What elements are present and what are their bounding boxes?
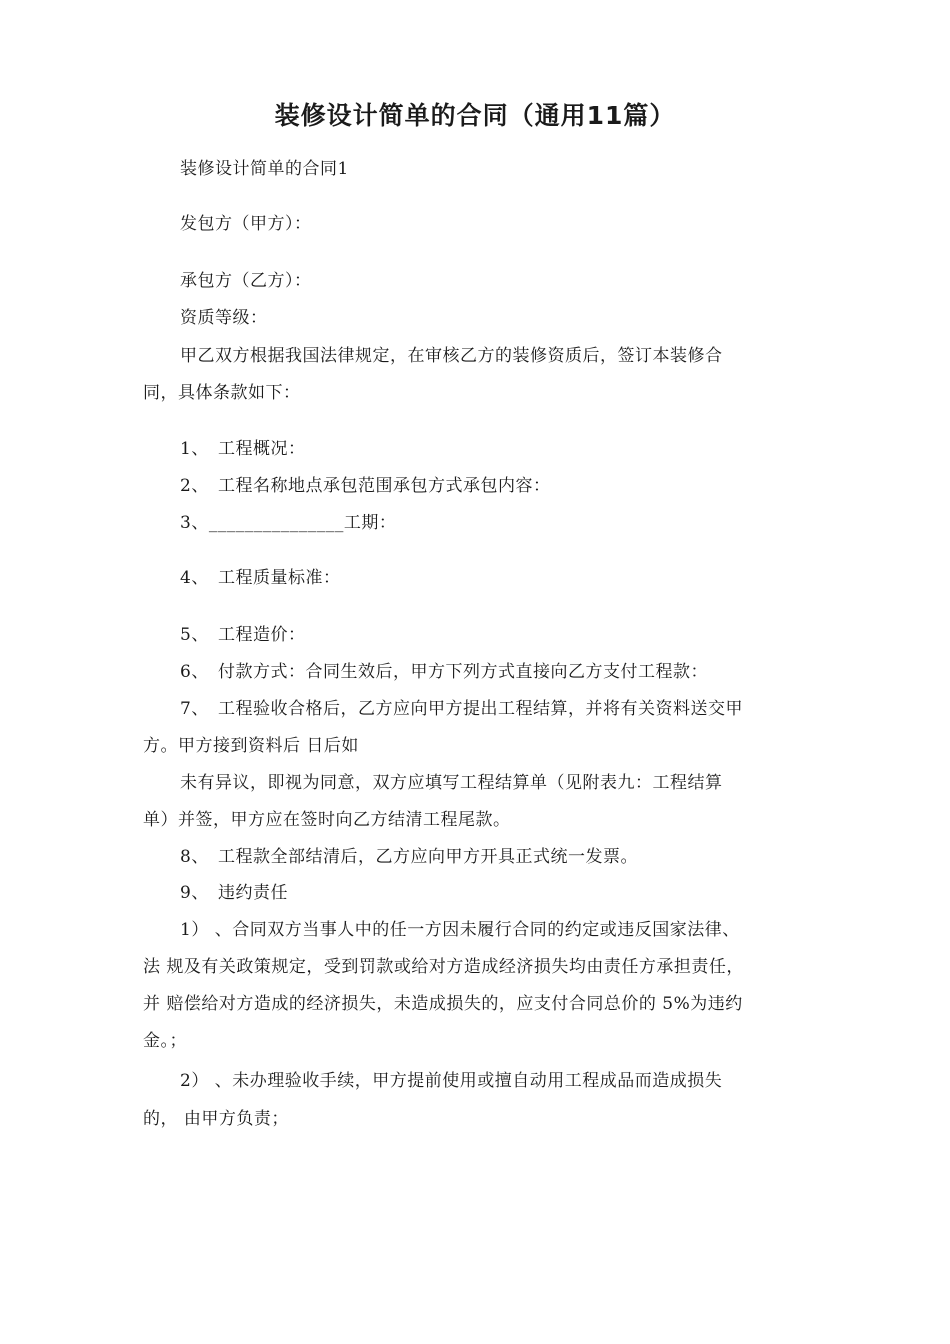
item-text: 工程质量标准： — [218, 568, 341, 588]
item-number: 6、 — [180, 662, 209, 682]
contract-subtitle: 装修设计简单的合同1 — [180, 159, 349, 179]
item-number: 3、 — [180, 513, 209, 533]
qualification-line: 资质等级： — [180, 308, 268, 328]
clause-item-cont: 方。甲方接到资料后 日后如 — [143, 736, 359, 756]
clause-item — [180, 434, 306, 459]
item-number: 2、 — [180, 476, 209, 496]
party-b-line: 承包方（乙方）： — [180, 271, 312, 291]
item-text: 工程名称地点承包范围承包方式承包内容： — [218, 476, 551, 496]
breach-clause-1-cont: 法 规及有关政策规定，受到罚款或给对方造成经济损失均由责任方承担责任， — [143, 957, 744, 977]
clause-item — [180, 657, 708, 682]
clause-item — [180, 620, 306, 645]
breach-clause-1-line: 1） 、合同双方当事人中的任一方因未履行合同的约定或违反国家法律、 — [180, 920, 740, 940]
dispute-paragraph-line: 未有异议，即视为同意，双方应填写工程结算单（见附表九：工程结算 — [180, 773, 723, 793]
intro-paragraph-line: 甲乙双方根据我国法律规定，在审核乙方的装修资质后，签订本装修合 — [180, 346, 723, 366]
dispute-paragraph-cont: 单）并签，甲方应在签时向乙方结清工程尾款。 — [143, 810, 511, 830]
clause-item — [180, 563, 341, 588]
intro-paragraph-cont: 同，具体条款如下： — [143, 383, 301, 403]
breach-clause-1-cont: 金。； — [143, 1031, 187, 1051]
item-text: 工程概况： — [218, 439, 306, 459]
clause-item — [180, 842, 638, 867]
item-text: 工程造价： — [218, 625, 306, 645]
item-text: 违约责任 — [218, 883, 288, 903]
item-number: 9、 — [180, 883, 209, 903]
breach-clause-1-cont: 并 赔偿给对方造成的经济损失，未造成损失的，应支付合同总价的 5%为违约 — [143, 994, 743, 1014]
item-number: 8、 — [180, 847, 209, 867]
item-text: 工程验收合格后，乙方应向甲方提出工程结算，并将有关资料送交甲 — [218, 699, 743, 719]
breach-clause-2-cont: 的， 由甲方负责； — [143, 1109, 289, 1129]
item-number: 7、 — [180, 699, 209, 719]
clause-item — [180, 878, 288, 903]
item-number: 5、 — [180, 625, 209, 645]
clause-item — [180, 508, 396, 533]
clause-item — [180, 471, 551, 496]
item-number: 4、 — [180, 568, 209, 588]
party-a-line: 发包方（甲方）： — [180, 214, 312, 234]
breach-clause-2-line: 2） 、未办理验收手续，甲方提前使用或擅自动用工程成品而造成损失 — [180, 1071, 723, 1091]
item-text: _______________工期： — [208, 513, 397, 533]
item-number: 1、 — [180, 439, 209, 459]
item-text: 工程款全部结清后，乙方应向甲方开具正式统一发票。 — [218, 847, 638, 867]
item-text: 付款方式：合同生效后，甲方下列方式直接向乙方支付工程款： — [218, 662, 708, 682]
document-title: 装修设计简单的合同（通用11篇） — [274, 101, 676, 130]
clause-item — [180, 694, 743, 719]
